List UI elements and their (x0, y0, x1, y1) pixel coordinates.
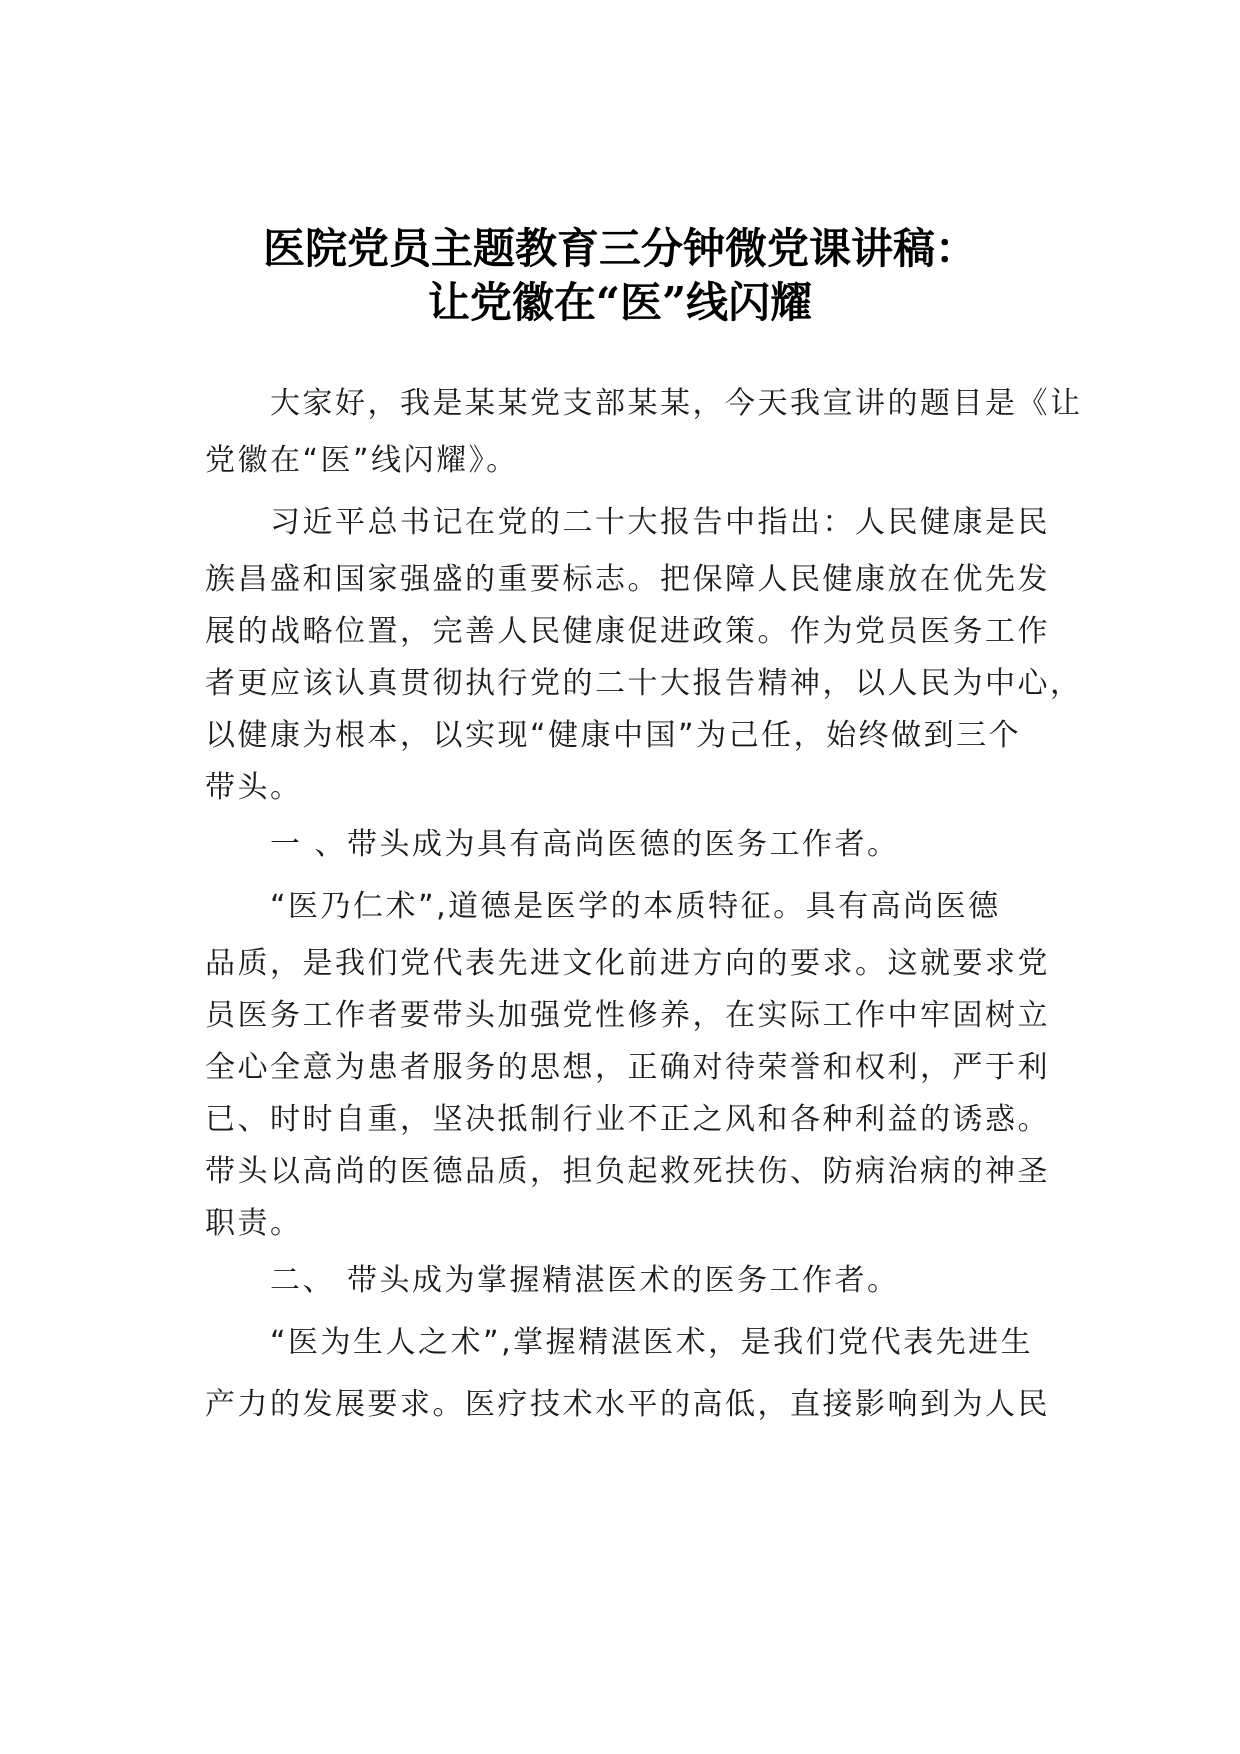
body-line: 习近平总书记在党的二十大报告中指出：人民健康是民 (270, 505, 1050, 540)
body-line: 大家好，我是某某党支部某某，今天我宣讲的题目是《让 (270, 386, 1083, 421)
document-title-line-2: 让党徽在“医”线闪耀 (427, 278, 813, 327)
body-line: 党徽在“医”线闪耀》。 (205, 443, 519, 478)
body-line: 以健康为根本，以实现“健康中国”为己任，始终做到三个 (205, 718, 1022, 753)
body-line: 品质，是我们党代表先进文化前进方向的要求。这就要求党 (205, 946, 1050, 981)
body-line: 全心全意为患者服务的思想，正确对待荣誉和权利，严于利 (205, 1050, 1050, 1085)
section-heading: 二、 带头成为掌握精湛医术的医务工作者。 (270, 1263, 900, 1298)
body-line: 职责。 (205, 1206, 303, 1241)
document-body (205, 378, 1083, 1436)
body-line: 员医务工作者要带头加强党性修养，在实际工作中牢固树立 (205, 998, 1050, 1033)
document-title-line-1: 医院党员主题教育三分钟微党课讲稿： (262, 224, 977, 273)
section-heading: 一 、带头成为具有高尚医德的医务工作者。 (270, 827, 900, 862)
body-line: 已、时时自重，坚决抵制行业不正之风和各种利益的诱惑。 (205, 1102, 1050, 1137)
body-line: 产力的发展要求。医疗技术水平的高低，直接影响到为人民 (205, 1387, 1050, 1422)
body-line: 带头以高尚的医德品质，担负起救死扶伤、防病治病的神圣 (205, 1154, 1050, 1189)
body-line: “医乃仁术”,道德是医学的本质特征。具有高尚医德 (270, 889, 1001, 924)
body-line: 者更应该认真贯彻执行党的二十大报告精神，以人民为中心， (205, 666, 1083, 701)
body-line: 展的战略位置，完善人民健康促进政策。作为党员医务工作 (205, 614, 1050, 649)
body-line: 带头。 (205, 770, 303, 805)
body-line: 族昌盛和国家强盛的重要标志。把保障人民健康放在优先发 (205, 562, 1050, 597)
body-line: “医为生人之术”,掌握精湛医术，是我们党代表先进生 (270, 1325, 1034, 1360)
